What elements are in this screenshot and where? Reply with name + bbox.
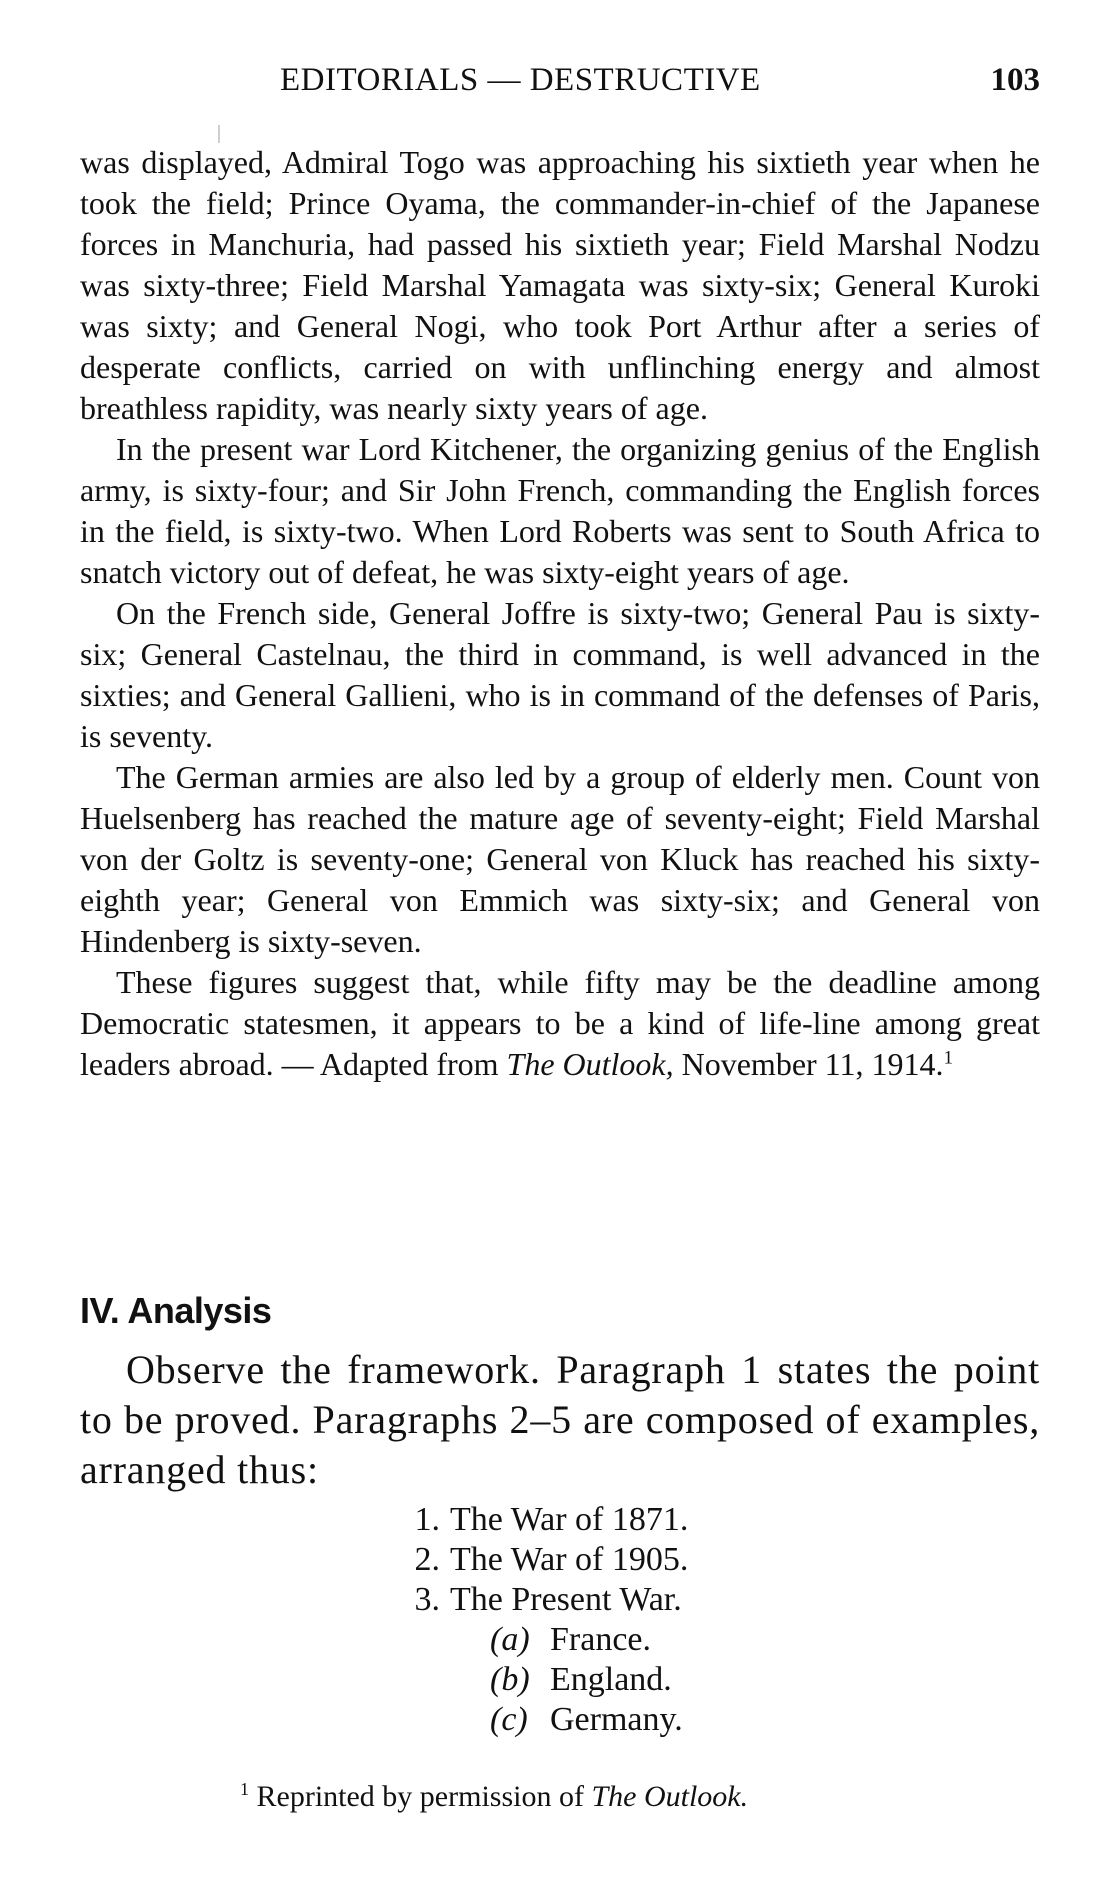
footnote-text: Reprinted by permission of — [249, 1780, 592, 1813]
footnote-marker: 1 — [240, 1779, 249, 1799]
paragraph-5-text: These figures suggest that, while fifty may be the deadline among Democratic statesmen, it appears to be a kind of life-line among great leaders abroad. — Adapted from — [80, 964, 1040, 1082]
outline-sublabel: England. — [550, 1661, 672, 1698]
analysis-text — [80, 1345, 1040, 1495]
outline-label: The Present War. — [450, 1581, 682, 1618]
paragraph-2: In the present war Lord Kitchener, the organizing genius of the English army, is sixty-four; and Sir John French, commanding the English forces in the field, is sixty-two. When Lord Roberts was sent to South Africa to snatch victory out of defeat, he was sixty-eight years of age. — [80, 431, 1040, 590]
outline-sublabel: France. — [550, 1621, 652, 1658]
outline-letter: (b) — [490, 1661, 530, 1698]
analysis-paragraph: Observe the framework. Paragraph 1 states the point to be proved. Paragraphs 2–5 are composed of examples, arranged thus: — [80, 1347, 1040, 1492]
print-smudge — [218, 125, 220, 143]
paragraph-5 — [80, 962, 1040, 1085]
paragraph-3: On the French side, General Joffre is sixty-two; General Pau is sixty-six; General Castelnau, the third in command, is well advanced in the sixties; and General Gallieni, who is in command of the defenses of Paris, is seventy. — [80, 595, 1040, 754]
section-heading: IV. Analysis — [80, 1290, 272, 1331]
outline-subitem — [390, 1620, 688, 1660]
source-date: November 11, 1914. — [673, 1046, 944, 1082]
footnote — [240, 1780, 748, 1814]
paragraph-1: was displayed, Admiral Togo was approaching his sixtieth year when he took the field; Prince Oyama, the commander-in-chief of the Japanese forces in Manchuria, had passed his sixtieth year; Field Marshal Nodzu was sixty-three; Field Marshal Yamagata was sixty-six; General Kuroki was sixty; and General Nogi, who took Port Arthur after a series of desperate conflicts, carried on with unflinching energy and almost breathless rapidity, was nearly sixty years of age. — [80, 144, 1040, 426]
outline-item — [390, 1500, 688, 1540]
outline-item — [390, 1580, 688, 1620]
running-head: EDITORIALS — DESTRUCTIVE — [280, 62, 761, 98]
paragraph-4: The German armies are also led by a group of elderly men. Count von Huelsenberg has reached the mature age of seventy-eight; Field Marshal von der Goltz is seventy-one; General von Kluck has reached his sixty-eighth year; General von Emmich was sixty-six; and General von Hindenberg is sixty-seven. — [80, 759, 1040, 959]
outline-sublabel: Germany. — [550, 1701, 683, 1738]
footnote-source: The Outlook. — [591, 1780, 749, 1813]
outline-number: 3. — [414, 1581, 440, 1618]
examples-outline — [390, 1500, 688, 1740]
outline-letter: (c) — [490, 1701, 528, 1738]
outline-subitem — [390, 1700, 688, 1740]
page-header — [80, 62, 1040, 112]
outline-subitem — [390, 1660, 688, 1700]
body-text — [80, 142, 1040, 1085]
outline-letter: (a) — [490, 1621, 530, 1658]
outline-label: The War of 1871. — [450, 1501, 689, 1538]
source-title: The Outlook, — [506, 1046, 674, 1082]
outline-item — [390, 1540, 688, 1580]
outline-label: The War of 1905. — [450, 1541, 689, 1578]
footnote-reference: 1 — [943, 1047, 954, 1069]
outline-number: 2. — [414, 1541, 440, 1578]
page-number: 103 — [990, 62, 1040, 98]
outline-number: 1. — [414, 1501, 440, 1538]
